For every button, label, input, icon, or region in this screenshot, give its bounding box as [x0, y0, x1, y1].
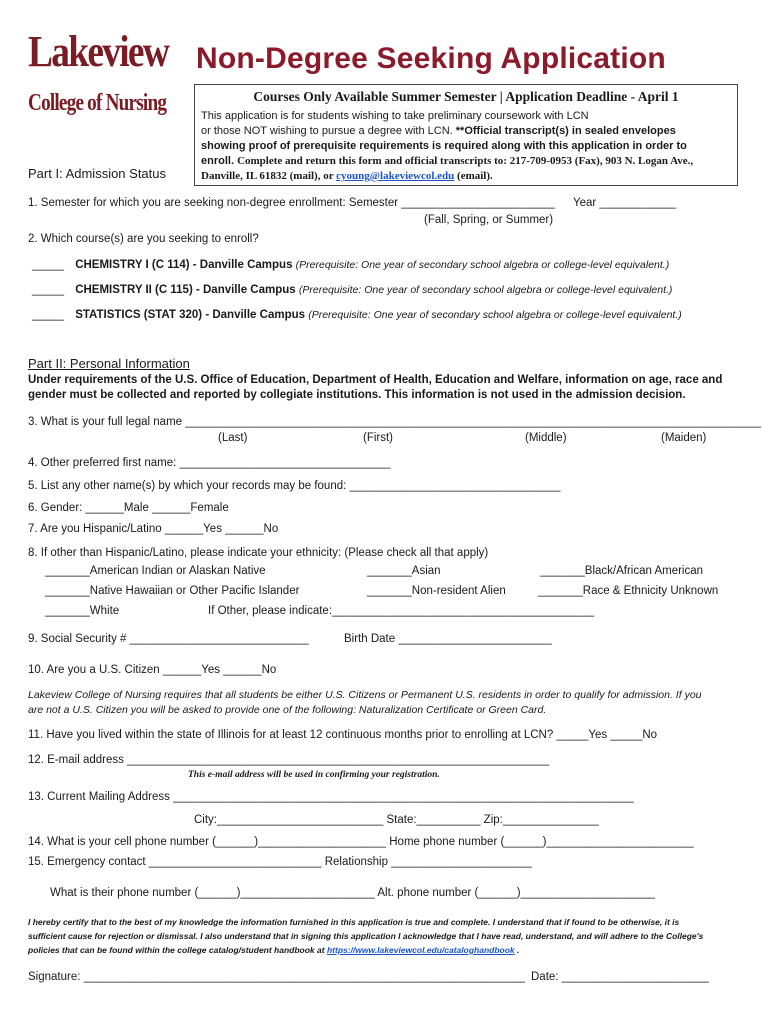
info-box — [194, 84, 738, 186]
info-box-heading: Courses Only Available Summer Semester | Application Deadline - April 1 — [253, 89, 679, 104]
label-middle: (Middle) — [525, 432, 567, 444]
course-row-stats[interactable] — [32, 309, 682, 321]
signature-field[interactable]: Signature: _____________________________________________________________________ — [28, 971, 525, 983]
info-line-1: This application is for students wishing to take preliminary coursework with LCN — [201, 110, 589, 122]
logo-college-of-nursing: College of Nursing — [28, 90, 167, 116]
cert-line-1: I hereby certify that to the best of my knowledge the information furnished in this application is true and complete. I understand that if found to be otherwise, it is — [28, 917, 680, 927]
course-prereq: (Prerequisite: One year of secondary school algebra or college-level equivalent.) — [298, 284, 673, 296]
label-last: (Last) — [218, 432, 248, 444]
eth-black[interactable]: _______Black/African American — [540, 565, 704, 577]
q2-courses: 2. Which course(s) are you seeking to enroll? — [28, 233, 259, 245]
info-line-4 — [201, 154, 731, 169]
course-row-chem1[interactable] — [32, 259, 669, 271]
q3-legal-name[interactable]: 3. What is your full legal name __________________________________________________________________________________________ — [28, 416, 761, 428]
citizen-note-2: are not a U.S. Citizen you will be asked to provide one of the following: Naturalization Certificate or Green Card. — [28, 704, 547, 716]
q11-illinois[interactable]: 11. Have you lived within the state of Illinois for at least 12 continuous months prior to enrolling at LCN? _____Yes _____No — [28, 729, 658, 741]
q6-gender[interactable]: 6. Gender: ______Male ______Female — [28, 502, 229, 514]
birth-date[interactable]: Birth Date ________________________ — [344, 633, 552, 645]
q10-citizen[interactable]: 10. Are you a U.S. Citizen ______Yes ______No — [28, 664, 277, 676]
cert-text: policies that can be found within the college catalog/student handbook at — [28, 945, 325, 955]
course-blank[interactable]: _____ — [32, 309, 64, 321]
emergency-phone[interactable]: What is their phone number (______)_____________________ Alt. phone number (______)_____________________ — [50, 887, 655, 899]
q12-email[interactable]: 12. E-mail address __________________________________________________________________ — [28, 754, 550, 766]
eth-white[interactable]: _______White — [45, 605, 120, 617]
email-note: This e-mail address will be used in confirming your registration. — [188, 770, 440, 780]
page-title: Non-Degree Seeking Application — [196, 42, 666, 75]
label-first: (First) — [363, 432, 394, 444]
eth-pacific-islander[interactable]: _______Native Hawaiian or Other Pacific Islander — [45, 585, 300, 597]
q13-address[interactable]: 13. Current Mailing Address ________________________________________________________________________ — [28, 791, 634, 803]
part2-heading: Part II: Personal Information — [28, 356, 190, 371]
info-line-5 — [201, 169, 731, 184]
return-instructions: Complete and return this form and official transcripts to: 217-709-0953 (Fax), 903 N. Logan Ave., — [237, 155, 694, 167]
email-suffix: (email). — [457, 170, 493, 182]
q7-hispanic[interactable]: 7. Are you Hispanic/Latino ______Yes ______No — [28, 523, 279, 535]
city-state-zip[interactable]: City:__________________________ State:__________ Zip:_______________ — [194, 814, 599, 826]
course-name: STATISTICS (STAT 320) - Danville Campus — [75, 309, 306, 321]
info-line-2 — [201, 124, 731, 139]
course-row-chem2[interactable] — [32, 284, 672, 296]
info-enroll: enroll. — [201, 155, 235, 167]
course-blank[interactable]: _____ — [32, 259, 64, 271]
info-box-body — [201, 109, 731, 184]
q1-hint: (Fall, Spring, or Summer) — [424, 214, 554, 226]
date-field[interactable]: Date: _______________________ — [531, 971, 709, 983]
eth-asian[interactable]: _______Asian — [367, 565, 441, 577]
info-line-3: showing proof of prerequisite requirements is required along with this application in order to — [201, 140, 687, 152]
mail-address: Danville, IL 61832 (mail), or — [201, 170, 334, 182]
eth-american-indian[interactable]: _______American Indian or Alaskan Native — [45, 565, 266, 577]
q8-ethnicity: 8. If other than Hispanic/Latino, please indicate your ethnicity: (Please check all that apply) — [28, 547, 489, 559]
course-prereq: (Prerequisite: One year of secondary school algebra or college-level equivalent.) — [295, 259, 670, 271]
q1-semester[interactable]: 1. Semester for which you are seeking non-degree enrollment: Semester ________________________ — [28, 197, 555, 209]
eth-unknown[interactable]: _______Race & Ethnicity Unknown — [538, 585, 719, 597]
logo-lakeview: Lakeview — [28, 27, 169, 76]
cert-line-2: sufficient cause for rejection or dismissal. I also understand that in signing this application I acknowledge that I have read, understand, and will adhere to the College's — [28, 931, 704, 941]
course-name: CHEMISTRY I (C 114) - Danville Campus — [75, 259, 293, 271]
eth-other[interactable]: If Other, please indicate:_________________________________________ — [208, 605, 595, 617]
citizen-note-1: Lakeview College of Nursing requires that all students be either U.S. Citizens or Permanent U.S. residents in order to qualify for admission. If you — [28, 689, 702, 701]
email-link[interactable]: cyoung@lakeviewcol.edu — [336, 170, 455, 182]
eth-nonresident[interactable]: _______Non-resident Alien — [367, 585, 506, 597]
label-maiden: (Maiden) — [661, 432, 707, 444]
course-name: CHEMISTRY II (C 115) - Danville Campus — [75, 284, 296, 296]
transcript-notice: **Official transcript(s) in sealed envelopes — [455, 125, 676, 137]
notice-line-2: gender must be collected and reported by collegiate institutions. This information is not used in the admission decision. — [28, 389, 686, 401]
catalog-link[interactable]: https://www.lakeviewcol.edu/cataloghandbook — [326, 945, 515, 955]
notice-line-1: Under requirements of the U.S. Office of Education, Department of Health, Education and Welfare, information on age, race and — [28, 374, 723, 386]
q14-phone[interactable]: 14. What is your cell phone number (______)____________________ Home phone number (______)_______________________ — [28, 836, 694, 848]
course-prereq: (Prerequisite: One year of secondary school algebra or college-level equivalent.) — [308, 309, 682, 321]
info-text: or those NOT wishing to pursue a degree with LCN. — [201, 125, 453, 137]
q5-other-names[interactable]: 5. List any other name(s) by which your records may be found: _________________________________ — [28, 480, 561, 492]
q4-preferred-name[interactable]: 4. Other preferred first name: _________________________________ — [28, 457, 391, 469]
q15-emergency[interactable]: 15. Emergency contact ___________________________ Relationship ______________________ — [28, 856, 532, 868]
cert-line-3: policies that can be found within the college catalog/student handbook at https://www.lakeviewcol.edu/cataloghandbook . — [28, 945, 520, 955]
course-blank[interactable]: _____ — [32, 284, 64, 296]
part1-heading: Part I: Admission Status — [28, 166, 167, 181]
q9-ssn[interactable]: 9. Social Security # ____________________________ — [28, 633, 309, 645]
q1-year[interactable]: Year ____________ — [573, 197, 677, 209]
